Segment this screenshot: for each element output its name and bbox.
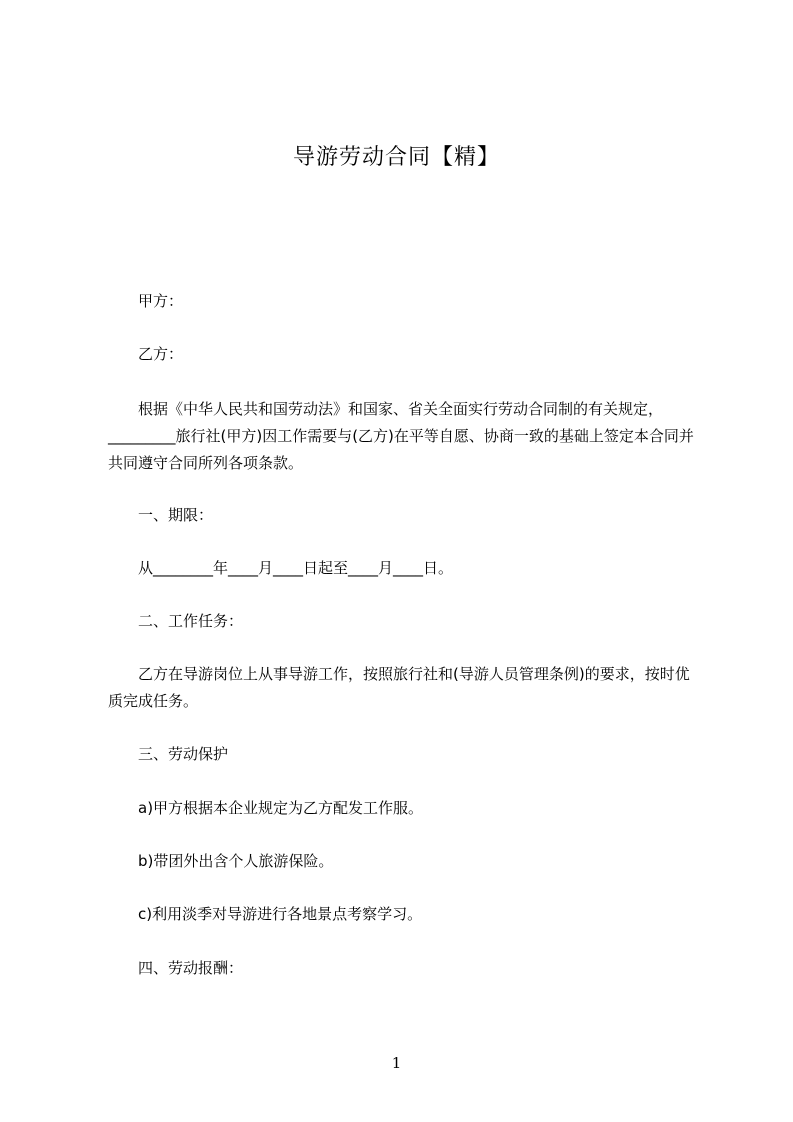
document-title: 导游劳动合同【精】 xyxy=(292,145,500,170)
page-number: 1 xyxy=(391,1054,402,1072)
section-protection-heading: 三、劳动保护 xyxy=(138,745,229,763)
section-remuneration-heading: 四、劳动报酬： xyxy=(138,959,244,977)
section-duties-heading: 二、工作任务： xyxy=(138,612,244,630)
party-a-label: 甲方： xyxy=(138,292,184,310)
protection-item-b: b)带团外出含个人旅游保险。 xyxy=(138,852,334,870)
protection-item-a: a)甲方根据本企业规定为乙方配发工作服。 xyxy=(138,799,424,817)
protection-item-c: c)利用淡季对导游进行各地景点考察学习。 xyxy=(138,905,423,923)
section-term-heading: 一、期限： xyxy=(138,506,214,524)
preamble-paragraph: 根据《中华人民共和国劳动法》和国家、省关全面实行劳动合同制的有关规定，_________旅行社(甲方)因工作需要与(乙方)在平等自愿、协商一致的基础上签定本合同并共同遵守合同所列各项条款。 xyxy=(108,400,694,472)
duties-paragraph: 乙方在导游岗位上从事导游工作，按照旅行社和(导游人员管理条例)的要求，按时优质完成任务。 xyxy=(108,665,690,710)
party-b-label: 乙方： xyxy=(138,345,184,363)
term-dates-line: 从________年____月____日起至____月____日。 xyxy=(138,559,454,577)
